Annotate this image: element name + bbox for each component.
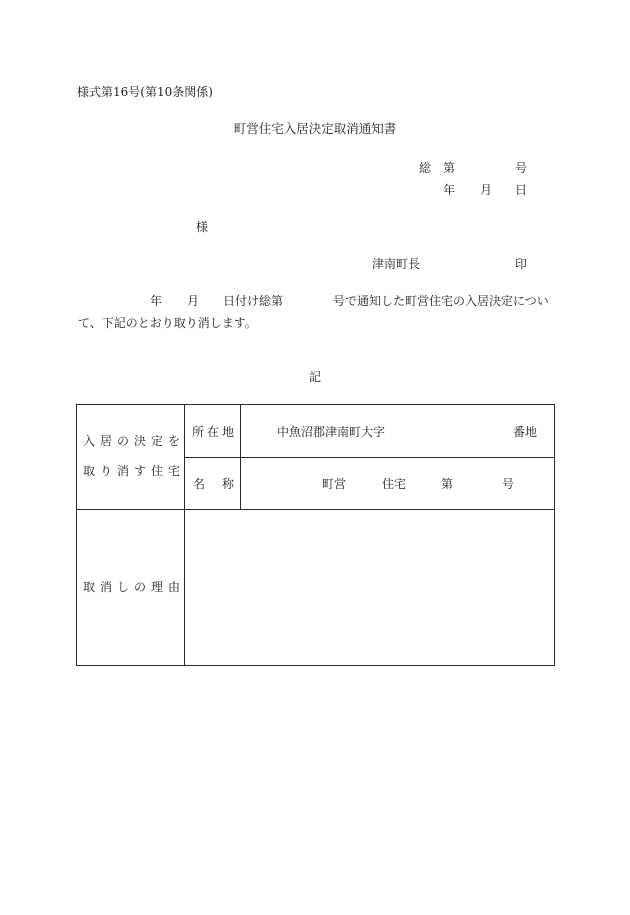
location-suffix: 番地: [513, 425, 538, 439]
name-part-go: 号: [502, 477, 515, 491]
body-month: 月: [187, 294, 200, 308]
body-year: 年: [150, 294, 163, 308]
date-year: 年: [443, 183, 456, 197]
date-day: 日: [515, 183, 528, 197]
location-label: 所在地: [192, 425, 238, 439]
reason-content-area: [186, 511, 553, 664]
house-label-line2: 取り消す住宅: [83, 464, 186, 478]
name-part-choei: 町営: [322, 477, 347, 491]
detail-table: [76, 404, 555, 666]
seal-mark: 印: [515, 257, 528, 271]
body-text-line1: 号で通知した町営住宅の入居決定につい: [333, 294, 549, 308]
issuer-name: 津南町長: [372, 257, 421, 271]
ki-heading: 記: [308, 370, 321, 384]
house-label-line1: 入居の決定を: [83, 434, 186, 448]
location-value: 中魚沼郡津南町大字: [277, 425, 386, 439]
name-label-char1: 名: [193, 477, 206, 491]
name-label-char2: 称: [222, 477, 235, 491]
doc-number-prefix-so: 総: [419, 161, 432, 175]
table-divider-h2: [77, 509, 554, 510]
date-month: 月: [480, 183, 493, 197]
body-day-ref: 日付け総第: [223, 294, 284, 308]
doc-number-suffix: 号: [515, 161, 528, 175]
document-title: 町営住宅入居決定取消通知書: [233, 121, 397, 136]
form-number: 様式第16号(第10条関係): [77, 85, 213, 99]
doc-number-prefix-dai: 第: [443, 161, 456, 175]
name-part-jutaku: 住宅: [382, 477, 407, 491]
table-divider-h1: [184, 457, 554, 458]
body-text-line2: て、下記のとおり取り消します。: [78, 316, 257, 330]
reason-label: 取消しの理由: [83, 580, 186, 594]
name-part-dai: 第: [441, 477, 454, 491]
recipient-honorific: 様: [196, 220, 209, 234]
